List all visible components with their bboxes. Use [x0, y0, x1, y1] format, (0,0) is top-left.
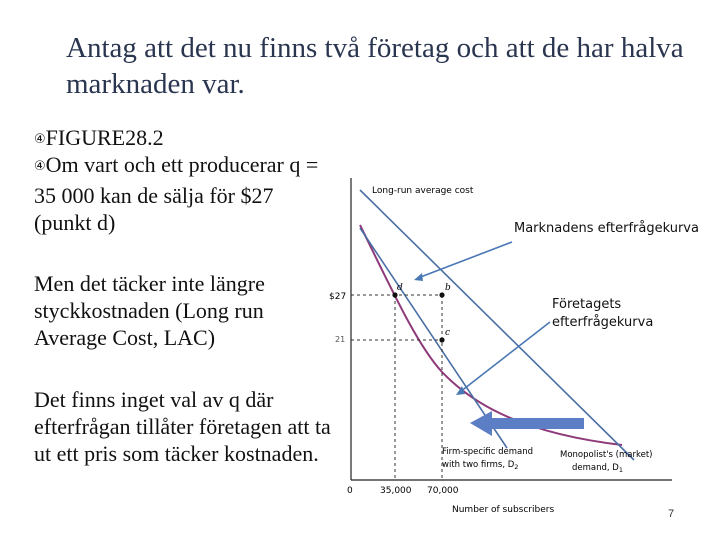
bullet-text: FIGURE28.2 — [45, 125, 164, 150]
x-tick-70000: 70,000 — [427, 486, 459, 496]
point-c-label: c — [445, 328, 451, 338]
firm-demand-annotation: Företagets efterfrågekurva — [552, 297, 654, 330]
x-tick-0: 0 — [347, 486, 353, 496]
y-tick-27: $27 — [329, 292, 347, 302]
point-d-label: d — [397, 283, 403, 293]
slide-title: Antag att det nu finns två företag och att de har halva marknaden var. — [66, 32, 684, 100]
firm-demand-label-line2 — [442, 460, 518, 471]
page-number: 7 — [668, 508, 675, 520]
firm-demand-label-sub: 2 — [514, 463, 519, 471]
point-b-label: b — [445, 283, 451, 293]
lac-label: Long-run average cost — [372, 186, 474, 196]
x-tick-35000: 35,000 — [380, 486, 412, 496]
market-demand-label-main: demand, D — [572, 463, 619, 473]
y-tick-21: 21 — [335, 335, 346, 344]
firm-demand-label-main: with two firms, D — [442, 460, 515, 470]
bullet-marker-icon: ④ — [34, 159, 46, 174]
x-axis-label: Number of subscribers — [452, 505, 555, 515]
market-demand-label-line2 — [572, 463, 623, 474]
paragraph-conclusion: Det finns inget val av q där efterfrågan tillåter företagen att ta ut ett pris som täcker kostnaden. — [34, 387, 331, 466]
point-b-marker — [439, 292, 444, 297]
paragraph-cost: Men det täcker inte längre styckkostnaden (Long run Average Cost, LAC) — [34, 271, 265, 350]
firm-demand-label-line1: Firm-specific demand — [442, 447, 534, 457]
point-c-marker — [439, 337, 444, 342]
market-demand-label-sub: 1 — [618, 466, 623, 474]
market-annotation-arrowhead-icon — [414, 273, 423, 281]
bullet-marker-icon: ④ — [34, 132, 46, 147]
point-d-marker — [392, 292, 397, 297]
bullet-text: Om vart och ett producerar q = 35 000 kan de sälja för $27 (punkt d) — [34, 152, 319, 235]
bullet-production-claim — [34, 151, 334, 236]
market-demand-label-line1: Monopolist's (market) — [560, 450, 653, 460]
demand-shift-arrow-icon — [470, 411, 584, 436]
market-demand-annotation: Marknadens efterfrågekurva — [514, 221, 699, 236]
